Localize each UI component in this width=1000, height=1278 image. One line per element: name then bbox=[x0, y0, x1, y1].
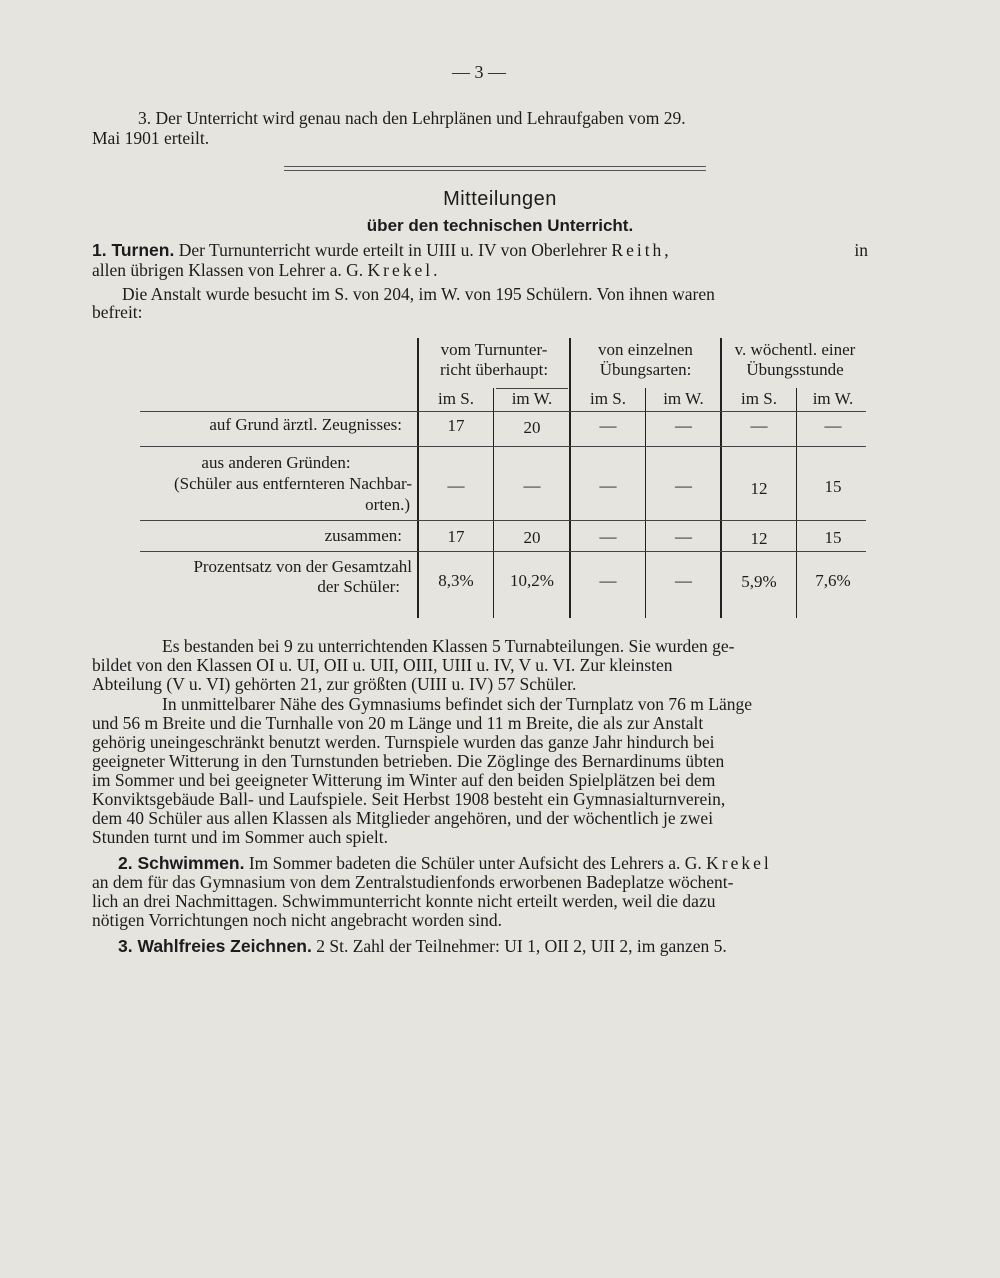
table-cell: — bbox=[447, 476, 465, 495]
zeichnen-text: 2 St. Zahl der Teilnehmer: UI 1, OII 2, UII 2, im ganzen 5. bbox=[316, 936, 727, 956]
turnen-line-4: befreit: bbox=[92, 302, 143, 322]
divider-rule-top bbox=[284, 166, 706, 167]
para2-line: dem 40 Schüler aus allen Klassen als Mitglieder angehören, und der wöchentlich je zwei bbox=[92, 808, 714, 828]
table-cell: — bbox=[675, 527, 692, 546]
table-cell: 17 bbox=[447, 527, 465, 546]
table-row-label-line: (Schüler aus entfernteren Nachbar- bbox=[173, 474, 412, 493]
para2-line: im Sommer und bei geeigneter Witterung im Winter auf den beiden Spielplätzen bei dem bbox=[92, 770, 716, 790]
table-cell: — bbox=[824, 416, 842, 435]
schwimmen-line: an dem für das Gymnasium von dem Zentralstudienfonds erworbenen Badeplatze wöchent- bbox=[92, 872, 734, 892]
table-subheader: im S. bbox=[590, 389, 626, 408]
page-number: — 3 — bbox=[452, 62, 506, 82]
table-cell: 15 bbox=[824, 528, 842, 547]
table-row-label bbox=[140, 557, 412, 597]
table-row-label bbox=[140, 452, 412, 515]
para2-line: Konviktsgebäude Ball- und Laufspiele. Seit Herbst 1908 besteht ein Gymnasialturnverein, bbox=[92, 789, 726, 809]
table-cell: 20 bbox=[523, 418, 541, 437]
turnen-line-3: Die Anstalt wurde besucht im S. von 204, im W. von 195 Schülern. Von ihnen waren bbox=[122, 284, 715, 304]
intro-line-2: Mai 1901 erteilt. bbox=[92, 128, 210, 148]
table-row-label: auf Grund ärztl. Zeugnisses: bbox=[209, 415, 402, 434]
para2-line: und 56 m Breite und die Turnhalle von 20 m Länge und 11 m Breite, die als zur Anstalt bbox=[92, 713, 704, 733]
schwimmen-line: nötigen Vorrichtungen noch nicht angebracht worden sind. bbox=[92, 910, 503, 930]
table-cell: — bbox=[675, 476, 692, 495]
table-subheader: im W. bbox=[812, 389, 854, 408]
table-group-header-line: von einzelnen bbox=[598, 340, 693, 359]
table-cell: 17 bbox=[447, 416, 465, 435]
table-subheader: im W. bbox=[663, 389, 704, 408]
table-cell: — bbox=[675, 571, 692, 590]
table-row-label-line: aus anderen Gründen: bbox=[201, 453, 351, 472]
table-cell: — bbox=[599, 571, 617, 590]
turnen-heading: 1. Turnen. bbox=[92, 240, 175, 260]
table-row-label-line: orten.) bbox=[365, 495, 410, 514]
table-hrule bbox=[140, 520, 866, 521]
table-cell: 15 bbox=[824, 477, 842, 496]
schwimmen-line-1 bbox=[118, 853, 772, 873]
table-group-header bbox=[419, 340, 569, 380]
para2-line: geeigneter Witterung in den Turnstunden betrieben. Die Zöglinge des Bernardinums übten bbox=[92, 751, 725, 771]
turnen-line-2 bbox=[92, 260, 441, 280]
table-vrule bbox=[645, 388, 646, 618]
schwimmen-line-1-text: Im Sommer badeten die Schüler unter Aufsicht des Lehrers a. G. bbox=[248, 853, 702, 873]
intro-line-1: 3. Der Unterricht wird genau nach den Lehrplänen und Lehraufgaben vom 29. bbox=[138, 108, 686, 128]
table-group-header-line: Übungsstunde bbox=[746, 360, 844, 379]
table-cell: 12 bbox=[750, 529, 768, 548]
para2-line: gehörig uneingeschränkt benutzt werden. Turnspiele wurden das ganze Jahr hindurch bei bbox=[92, 732, 715, 752]
table-row-label-line: Prozentsatz von der Gesamtzahl bbox=[193, 557, 412, 576]
turnen-teacher-krekel: Krekel. bbox=[367, 260, 441, 280]
table-subheader: im W. bbox=[511, 389, 553, 408]
table-vrule bbox=[493, 388, 494, 618]
table-cell: — bbox=[750, 416, 768, 435]
table-subheader: im S. bbox=[438, 389, 474, 408]
table-group-header-line: richt überhaupt: bbox=[439, 360, 549, 379]
para1-line: Abteilung (V u. VI) gehörten 21, zur größten (UIII u. IV) 57 Schüler. bbox=[92, 674, 577, 694]
para2-line: Stunden turnt und im Sommer auch spielt. bbox=[92, 827, 389, 847]
section-subtitle: über den technischen Unterricht. bbox=[366, 216, 634, 235]
table-cell: 20 bbox=[523, 528, 541, 547]
table-group-header-line: v. wöchentl. einer bbox=[734, 340, 856, 359]
para1-line: Es bestanden bei 9 zu unterrichtenden Klassen 5 Turnabteilungen. Sie wurden ge- bbox=[162, 636, 735, 656]
divider-rule-bottom bbox=[284, 170, 706, 171]
table-hrule bbox=[140, 551, 866, 552]
table-group-header-line: Übungsarten: bbox=[599, 360, 692, 379]
para2-line: In unmittelbarer Nähe des Gymnasiums befindet sich der Turnplatz von 76 m Länge bbox=[162, 694, 753, 714]
turnen-line-1 bbox=[92, 240, 868, 260]
schwimmen-teacher-krekel: Krekel bbox=[706, 853, 772, 873]
table-row-label: zusammen: bbox=[324, 526, 402, 545]
zeichnen-heading: 3. Wahlfreies Zeichnen. bbox=[118, 936, 312, 956]
table-cell: — bbox=[675, 416, 692, 435]
turnen-line-1-text: Der Turnunterricht wurde erteilt in UIII u. IV von Oberlehrer bbox=[178, 240, 608, 260]
turnen-line-1-end: in bbox=[854, 240, 868, 260]
table-hrule bbox=[140, 411, 866, 412]
table-cell: — bbox=[599, 476, 617, 495]
table-hrule bbox=[140, 446, 866, 447]
table-group-header bbox=[571, 340, 720, 380]
para1-line: bildet von den Klassen OI u. UI, OII u. UII, OIII, UIII u. IV, V u. VI. Zur kleinsten bbox=[92, 655, 673, 675]
table-cell: 7,6% bbox=[815, 571, 851, 590]
table-cell: 10,2% bbox=[510, 571, 554, 590]
turnen-line-2-text: allen übrigen Klassen von Lehrer a. G. bbox=[92, 260, 364, 280]
table-cell: 8,3% bbox=[438, 571, 474, 590]
table-row-label-line: der Schüler: bbox=[317, 577, 400, 596]
table-subheader: im S. bbox=[741, 389, 777, 408]
turnen-teacher-reith: Reith, bbox=[611, 240, 672, 260]
zeichnen-line bbox=[118, 936, 727, 956]
schwimmen-line: lich an drei Nachmittagen. Schwimmunterricht konnte nicht erteilt werden, weil die dazu bbox=[92, 891, 716, 911]
table-group-header bbox=[722, 340, 868, 380]
table-cell: — bbox=[523, 476, 541, 495]
table-cell: — bbox=[599, 527, 617, 546]
table-vrule bbox=[796, 388, 797, 618]
section-title: Mitteilungen bbox=[443, 188, 557, 210]
schwimmen-heading: 2. Schwimmen. bbox=[118, 853, 245, 873]
table-cell: 12 bbox=[750, 479, 768, 498]
table-cell: — bbox=[599, 416, 617, 435]
table-group-header-line: vom Turnunter- bbox=[440, 340, 548, 359]
table-cell: 5,9% bbox=[741, 572, 777, 591]
